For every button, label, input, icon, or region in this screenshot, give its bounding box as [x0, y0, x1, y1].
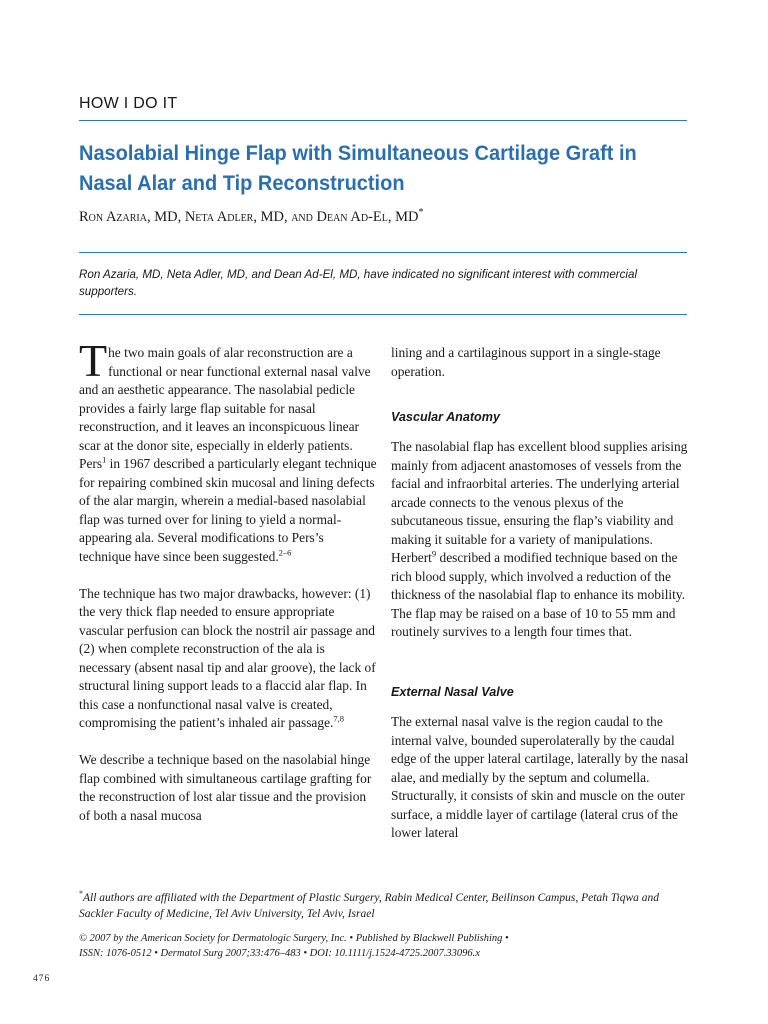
paragraph-external-valve: The external nasal valve is the region caudal to the internal valve, bounded superolaterally by the caudal edge of the upper lateral cartilage, laterally by the nasal alae, and medially by the septum and columella. Structurally, it consists of skin and muscle on the outer surface, a middle layer of cartilage (lateral crus of the lower lateral — [391, 714, 689, 840]
copyright-line-2: ISSN: 1076-0512 • Dermatol Surg 2007;33:476–483 • DOI: 10.1111/j.1524-4725.2007.33096.x — [79, 948, 480, 959]
heading-vascular-anatomy: Vascular Anatomy — [391, 410, 500, 424]
reference-1: 1 — [102, 454, 107, 465]
disclosure-statement: Ron Azaria, MD, Neta Adler, MD, and Dean Ad-El, MD, have indicated no significant interest with commercial supporters. — [79, 268, 638, 298]
body-column-left — [79, 335, 377, 825]
drop-cap: T — [79, 335, 108, 386]
section-external-valve — [391, 683, 689, 843]
authors-rule — [79, 252, 687, 253]
article-title: Nasolabial Hinge Flap with Simultaneous Cartilage Graft in Nasal Alar and Tip Reconstruction — [79, 141, 637, 195]
footnote-text: All authors are affiliated with the Department of Plastic Surgery, Rabin Medical Center, Beilinson Campus, Petah Tiqwa and Sackler Faculty of Medicine, Tel Aviv University, Tel Aviv, Israel — [79, 891, 660, 921]
paragraph-intro-text-a: he two main goals of alar reconstruction are a functional or near functional external nasal valve and an aesthetic appearance. The nasolabial pedicle provides a fairly large flap suitable for nasal reconstruction, and it leaves an inconspicuous linear scar at the donor site, especially in elderly patients. Pers — [79, 345, 371, 471]
footnote-mark: * — [79, 889, 83, 898]
disclosure-rule — [79, 314, 687, 315]
body-column-right-content — [391, 344, 689, 400]
paragraph-intro — [79, 335, 377, 566]
paragraph-vascular-text-a: The nasolabial flap has excellent blood supplies arising mainly from adjacent anastomoses of vessels from the facial and infraorbital arteries. The underlying arterial arcade connects to the venous plexus of the subcutaneous tissue, ensuring the flap’s viability and making it suitable for a variety of manipulations. Herbert — [391, 439, 688, 565]
heading-external-nasal-valve: External Nasal Valve — [391, 685, 514, 699]
paragraph-vascular — [391, 438, 689, 642]
header-rule — [79, 120, 687, 121]
author-line — [79, 207, 423, 226]
section-label: HOW I DO IT — [79, 95, 178, 112]
paragraph-vascular-text-b: described a modified technique based on the rich blood supply, which involved a reduction of the thickness of the nasolabial flap to enhance its mobility. The flap may be raised on a base of 10 to 55 mm and routinely survives to a length four times that. — [391, 550, 686, 639]
reference-2-6: 2–6 — [278, 547, 292, 558]
paragraph-drawbacks — [79, 585, 377, 733]
reference-7-8: 7,8 — [333, 713, 344, 724]
reference-9: 9 — [431, 548, 437, 559]
page-number: 476 — [33, 974, 51, 984]
section-vascular — [391, 408, 689, 660]
paragraph-drawbacks-text: The technique has two major drawbacks, however: (1) the very thick flap needed to ensure appropriate vascular perfusion can block the nostril air passage and (2) when complete reconstruction of the ala is necessary (absent nasal tip and alar groove), the lack of structural lining support leads to a flaccid alar flap. In this case a nonfunctional nasal valve is created, compromising the patient’s inhaled air passage. — [79, 585, 376, 730]
author-names: Ron Azaria, MD, Neta Adler, MD, and Dean Ad-El, MD — [79, 208, 419, 225]
paragraph-intro-text-b: in 1967 described a particularly elegant technique for repairing combined skin mucosal and lining defects of the alar margin, wherein a medial-based nasolabial flap was turned over for lining to yield a normal-appearing ala. Several modifications to Pers’s technique have since been suggested. — [79, 456, 377, 564]
copyright-block — [79, 931, 689, 961]
paragraph-technique: We describe a technique based on the nasolabial hinge flap combined with simultaneous cartilage grafting for the reconstruction of lost alar tissue and the provision of both a nasal mucosa — [79, 752, 372, 823]
author-footnote-mark: * — [418, 207, 424, 218]
copyright-line-1: © 2007 by the American Society for Dermatologic Surgery, Inc. • Published by Blackwell Publishing • — [79, 933, 509, 944]
affiliation-footnote — [79, 886, 689, 923]
paragraph-technique-continued: lining and a cartilaginous support in a single-stage operation. — [391, 345, 661, 379]
